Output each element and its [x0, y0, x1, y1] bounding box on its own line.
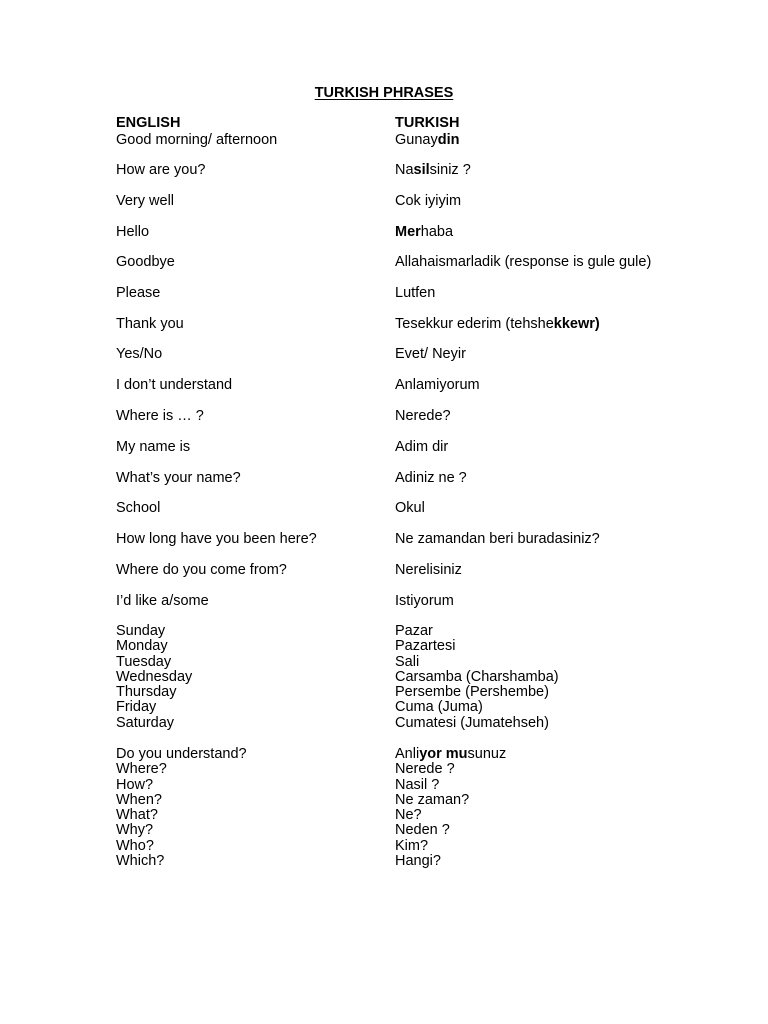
turkish-phrase-part: Ne zaman?: [395, 791, 470, 808]
turkish-phrase-part: Na: [395, 162, 414, 178]
turkish-phrase: [395, 655, 559, 670]
turkish-phrase-part: Allahaismarladik (response is gule gule): [395, 254, 652, 270]
turkish-phrase-part: Neden ?: [395, 822, 450, 839]
turkish-phrase-stressed-part: din: [437, 132, 460, 148]
turkish-phrase: [395, 700, 559, 715]
turkish-phrase-group: [395, 624, 559, 731]
english-phrase-group: [116, 163, 205, 178]
english-phrase-group: [116, 225, 149, 240]
turkish-phrase: [395, 639, 559, 654]
turkish-phrase-part: Nerede?: [395, 408, 451, 424]
turkish-phrase-stressed-part: kkewr): [553, 316, 600, 332]
turkish-phrase-part: Pazar: [395, 623, 433, 639]
english-phrase: Where is … ?: [116, 408, 204, 424]
turkish-phrase-stressed-part: Mer: [395, 224, 421, 240]
turkish-phrase-part: Adiniz ne ?: [395, 470, 467, 486]
turkish-phrase: [395, 255, 651, 270]
turkish-phrase-part: siniz ?: [429, 162, 471, 178]
turkish-phrase: [395, 378, 480, 393]
english-phrase: Where?: [116, 761, 167, 778]
turkish-phrase-part: Kim?: [395, 837, 429, 854]
turkish-phrase-part: Tesekkur ederim (tehshe: [395, 316, 554, 332]
turkish-phrase-part: Okul: [395, 500, 425, 516]
english-phrase: I’d like a/some: [116, 593, 209, 609]
english-phrase-group: [116, 317, 184, 332]
english-phrase-group: [116, 471, 241, 486]
turkish-column-header: TURKISH: [395, 115, 460, 131]
turkish-phrase-group: [395, 255, 651, 270]
turkish-phrase-part: Anlamiyorum: [395, 377, 480, 393]
turkish-phrase-part: Istiyorum: [395, 593, 454, 609]
turkish-phrase-part: Ne?: [395, 807, 422, 824]
english-phrase: Sunday: [116, 623, 166, 639]
english-phrase: Thursday: [116, 684, 177, 701]
english-phrase-group: [116, 624, 192, 731]
english-phrase: How?: [116, 776, 154, 793]
turkish-phrase: [395, 286, 435, 301]
english-phrase-group: [116, 501, 160, 516]
turkish-phrase-part: Nasil ?: [395, 776, 440, 793]
english-phrase: Which?: [116, 853, 165, 870]
english-phrase: Very well: [116, 193, 175, 209]
turkish-phrase: [395, 793, 506, 808]
document-title: TURKISH PHRASES: [314, 85, 454, 101]
turkish-phrase: [395, 563, 462, 578]
english-phrase-group: [116, 409, 204, 424]
turkish-phrase-group: [395, 194, 461, 209]
turkish-phrase-part: Ne zamandan beri buradasiniz?: [395, 531, 600, 547]
english-phrase: How long have you been here?: [116, 531, 317, 547]
english-phrase: Wednesday: [116, 668, 193, 685]
turkish-phrase-group: [395, 747, 506, 869]
turkish-phrase: [395, 163, 471, 178]
turkish-phrase-part: Gunay: [395, 132, 438, 148]
turkish-phrase-group: [395, 286, 435, 301]
english-phrase-group: [116, 594, 209, 609]
turkish-phrase-part: Cuma (Juma): [395, 699, 483, 716]
english-phrase-group: [116, 378, 232, 393]
english-phrase: How are you?: [116, 162, 206, 178]
turkish-phrase: [395, 225, 453, 240]
turkish-phrase-group: [395, 347, 466, 362]
turkish-phrase-part: Cok iyiyim: [395, 193, 462, 209]
turkish-phrase-group: [395, 163, 471, 178]
turkish-phrase: [395, 747, 506, 762]
turkish-phrase: [395, 624, 559, 639]
english-phrase: When?: [116, 791, 162, 808]
turkish-phrase-group: [395, 594, 454, 609]
english-phrase: Saturday: [116, 714, 175, 731]
turkish-phrase: [395, 716, 559, 731]
turkish-phrase-part: Adim dir: [395, 439, 449, 455]
english-phrase: Goodbye: [116, 254, 175, 270]
turkish-phrase-group: [395, 563, 462, 578]
turkish-phrase-part: Nerelisiniz: [395, 562, 462, 578]
english-phrase: Who?: [116, 837, 154, 854]
turkish-phrase-group: [395, 133, 459, 148]
turkish-phrase: [395, 778, 506, 793]
turkish-phrase: [395, 440, 448, 455]
turkish-phrase-stressed-part: yor mu: [419, 746, 468, 762]
english-phrase-group: [116, 133, 277, 148]
turkish-phrase-group: [395, 532, 600, 547]
turkish-phrase: [395, 501, 425, 516]
english-phrase-group: [116, 255, 175, 270]
english-phrase: Please: [116, 285, 161, 301]
turkish-phrase: [395, 762, 506, 777]
english-phrase: Why?: [116, 822, 154, 839]
english-phrase-group: [116, 286, 160, 301]
turkish-phrase-stressed-part: sil: [413, 162, 430, 178]
turkish-phrase-group: [395, 471, 467, 486]
turkish-phrase: [395, 409, 451, 424]
turkish-phrase: [395, 532, 600, 547]
turkish-phrase-part: haba: [420, 224, 454, 240]
english-phrase: School: [116, 500, 161, 516]
english-phrase: What’s your name?: [116, 470, 241, 486]
turkish-phrase: [395, 670, 559, 685]
english-phrase: Friday: [116, 699, 157, 716]
turkish-phrase: [395, 854, 506, 869]
turkish-phrase-group: [395, 440, 448, 455]
turkish-phrase-group: [395, 317, 600, 332]
english-phrase: Good morning/ afternoon: [116, 132, 278, 148]
english-column-header: ENGLISH: [116, 115, 181, 131]
english-phrase: Thank you: [116, 316, 184, 332]
english-phrase: What?: [116, 807, 158, 824]
turkish-phrase: [395, 685, 559, 700]
turkish-phrase-part: Cumatesi (Jumatehseh): [395, 714, 549, 731]
turkish-phrase-part: Sali: [395, 653, 420, 670]
english-phrase-group: [116, 532, 317, 547]
english-phrase-group: [116, 347, 162, 362]
turkish-phrase-group: [395, 378, 480, 393]
turkish-phrase-part: Hangi?: [395, 853, 441, 870]
turkish-phrase: [395, 823, 506, 838]
english-phrase: Do you understand?: [116, 746, 247, 762]
turkish-phrase: [395, 594, 454, 609]
english-phrase: Monday: [116, 638, 168, 655]
english-phrase-group: [116, 747, 247, 869]
english-phrase-group: [116, 194, 174, 209]
turkish-phrase: [395, 194, 461, 209]
turkish-phrase-part: Persembe (Pershembe): [395, 684, 549, 701]
turkish-phrase-part: Pazartesi: [395, 638, 456, 655]
turkish-phrase: [395, 133, 459, 148]
turkish-phrase-part: sunuz: [467, 746, 507, 762]
english-phrase: My name is: [116, 439, 191, 455]
english-phrase: I don’t understand: [116, 377, 233, 393]
english-phrase-group: [116, 563, 287, 578]
turkish-phrase-part: Evet/ Neyir: [395, 346, 466, 362]
turkish-phrase-group: [395, 225, 453, 240]
turkish-phrase-part: Nerede ?: [395, 761, 455, 778]
turkish-phrase-part: Carsamba (Charshamba): [395, 668, 559, 685]
turkish-phrase: [395, 839, 506, 854]
turkish-phrase: [395, 347, 466, 362]
english-phrase-group: [116, 440, 190, 455]
turkish-phrase: [395, 317, 600, 332]
english-phrase: Yes/No: [116, 346, 163, 362]
english-phrase: Tuesday: [116, 653, 172, 670]
turkish-phrase: [395, 471, 467, 486]
english-phrase: Hello: [116, 224, 150, 240]
turkish-phrase: [395, 808, 506, 823]
turkish-phrase-group: [395, 409, 451, 424]
english-phrase: Where do you come from?: [116, 562, 287, 578]
turkish-phrase-part: Anli: [395, 746, 420, 762]
turkish-phrase-part: Lutfen: [395, 285, 436, 301]
turkish-phrase-group: [395, 501, 425, 516]
